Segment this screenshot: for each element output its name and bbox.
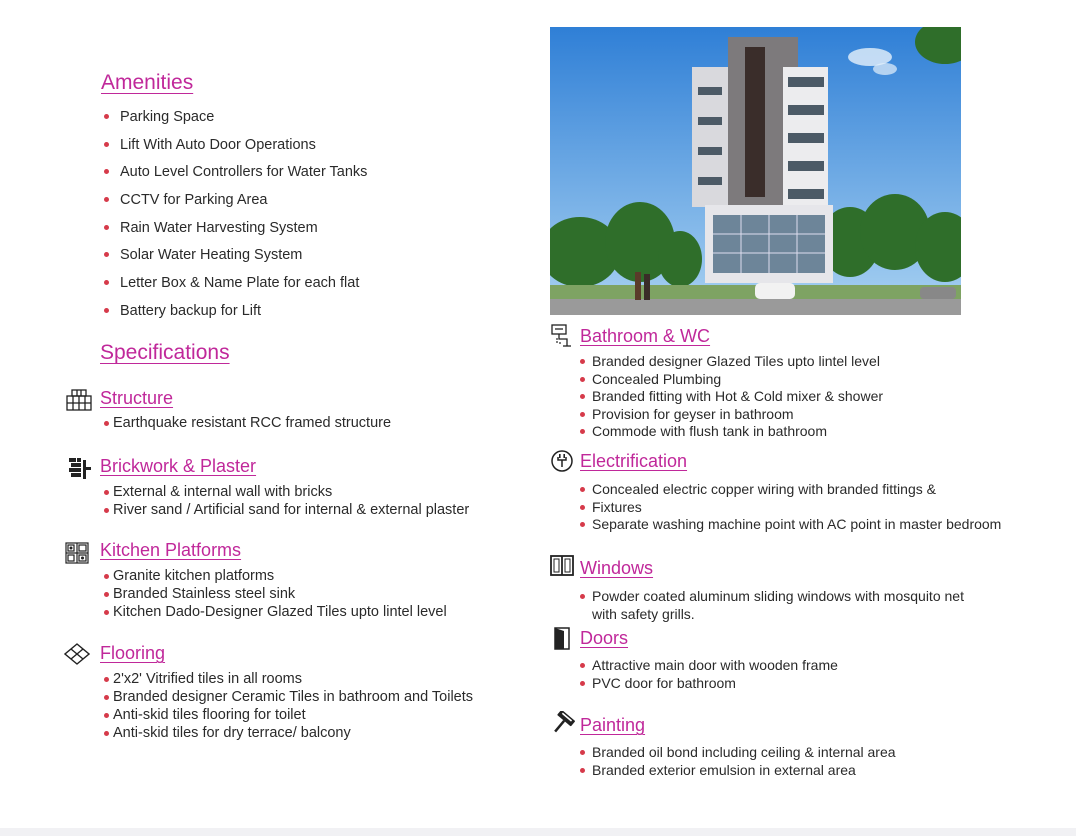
kitchen-grid-icon bbox=[65, 541, 91, 565]
list-item: CCTV for Parking Area bbox=[101, 191, 521, 219]
list-item: Concealed electric copper wiring with branded fittings & bbox=[578, 481, 1038, 499]
bathroom-list bbox=[578, 353, 1018, 441]
painting-list bbox=[578, 744, 1018, 779]
list-item: Rain Water Harvesting System bbox=[101, 219, 521, 247]
list-item: Lift With Auto Door Operations bbox=[101, 136, 521, 164]
door-icon bbox=[552, 627, 578, 651]
list-item: Auto Level Controllers for Water Tanks bbox=[101, 163, 521, 191]
list-item: Branded fitting with Hot & Cold mixer & shower bbox=[578, 388, 1018, 406]
structure-heading: Structure bbox=[100, 388, 174, 408]
list-item: Attractive main door with wooden frame bbox=[578, 657, 1018, 675]
list-item: Granite kitchen platforms bbox=[101, 567, 531, 585]
specifications-heading: Specifications bbox=[100, 341, 230, 364]
bottom-strip bbox=[0, 828, 1076, 836]
brickwork-heading: Brickwork & Plaster bbox=[100, 456, 257, 476]
brickwork-list bbox=[101, 483, 531, 519]
building-grid-icon bbox=[66, 388, 92, 412]
list-item: Branded designer Ceramic Tiles in bathroom and Toilets bbox=[101, 688, 541, 706]
building-image bbox=[550, 27, 961, 315]
electrification-list bbox=[578, 481, 1038, 534]
plug-icon bbox=[549, 450, 575, 474]
list-item: River sand / Artificial sand for internal & external plaster bbox=[101, 501, 531, 519]
amenities-heading: Amenities bbox=[101, 71, 194, 94]
list-item: Letter Box & Name Plate for each flat bbox=[101, 274, 521, 302]
list-item: PVC door for bathroom bbox=[578, 675, 1018, 693]
list-item: with safety grills. bbox=[592, 605, 695, 622]
list-item: Battery backup for Lift bbox=[101, 302, 521, 330]
structure-list bbox=[101, 414, 521, 432]
list-item: Anti-skid tiles for dry terrace/ balcony bbox=[101, 724, 541, 742]
electrification-heading: Electrification bbox=[580, 451, 688, 471]
list-item: External & internal wall with bricks bbox=[101, 483, 531, 501]
list-item: Solar Water Heating System bbox=[101, 246, 521, 274]
list-item: Earthquake resistant RCC framed structure bbox=[101, 414, 521, 432]
list-item: Fixtures bbox=[578, 499, 1038, 517]
list-item: Parking Space bbox=[101, 108, 521, 136]
list-item: Concealed Plumbing bbox=[578, 371, 1018, 389]
windows-heading: Windows bbox=[580, 558, 654, 578]
list-item: Anti-skid tiles flooring for toilet bbox=[101, 706, 541, 724]
kitchen-list bbox=[101, 567, 531, 621]
brick-wall-icon bbox=[66, 457, 92, 481]
kitchen-heading: Kitchen Platforms bbox=[100, 540, 242, 560]
list-item: 2'x2' Vitrified tiles in all rooms bbox=[101, 670, 541, 688]
doors-list bbox=[578, 657, 1018, 692]
flooring-list bbox=[101, 670, 541, 742]
list-item: Separate washing machine point with AC point in master bedroom bbox=[578, 516, 1038, 534]
list-item: Provision for geyser in bathroom bbox=[578, 406, 1018, 424]
bathroom-heading: Bathroom & WC bbox=[580, 326, 711, 346]
list-item: Powder coated aluminum sliding windows with mosquito net bbox=[578, 588, 1018, 606]
list-item: Branded oil bond including ceiling & internal area bbox=[578, 744, 1018, 762]
window-icon bbox=[550, 555, 576, 579]
list-item: Branded designer Glazed Tiles upto lintel level bbox=[578, 353, 1018, 371]
doors-heading: Doors bbox=[580, 628, 629, 648]
windows-list bbox=[578, 588, 1018, 623]
list-item: Branded Stainless steel sink bbox=[101, 585, 531, 603]
paint-roller-icon bbox=[549, 711, 575, 735]
floor-tiles-icon bbox=[64, 643, 90, 667]
list-item: Commode with flush tank in bathroom bbox=[578, 423, 1018, 441]
painting-heading: Painting bbox=[580, 715, 646, 735]
list-item: Kitchen Dado-Designer Glazed Tiles upto lintel level bbox=[101, 603, 531, 621]
flooring-heading: Flooring bbox=[100, 643, 166, 663]
shower-icon bbox=[551, 324, 577, 348]
list-item: Branded exterior emulsion in external area bbox=[578, 762, 1018, 780]
amenities-list bbox=[101, 108, 521, 330]
